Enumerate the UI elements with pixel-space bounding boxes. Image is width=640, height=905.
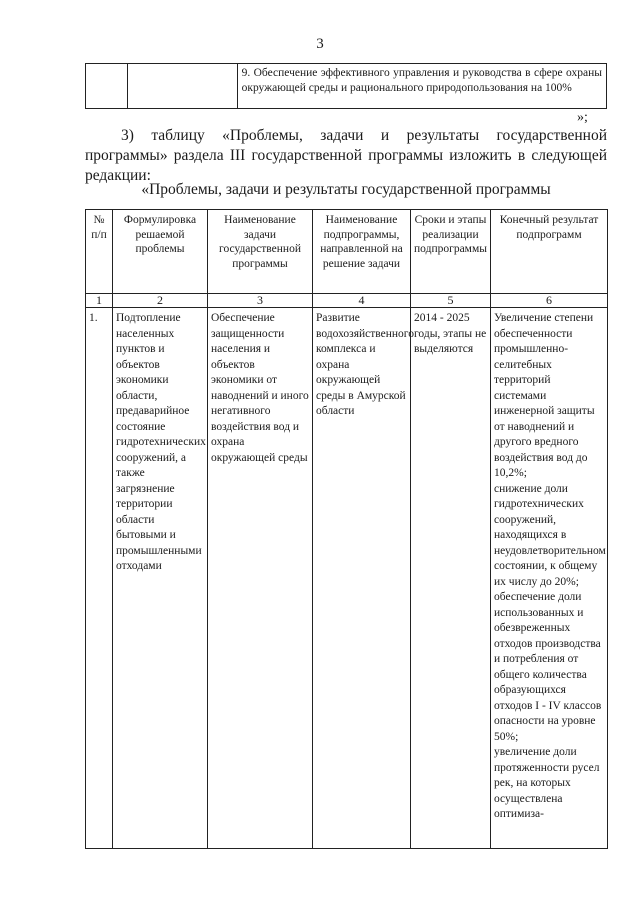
- column-number: 6: [491, 294, 608, 308]
- column-number: 4: [313, 294, 411, 308]
- table-cell-empty: [86, 64, 128, 109]
- result-item: увеличение доли протяженности русел рек, на которых осуществлена оптимиза-: [494, 746, 600, 820]
- table-cell-empty: [127, 64, 237, 109]
- row-terms: 2014 - 2025 годы, этапы не выделяются: [411, 308, 491, 849]
- row-task: Обеспечение защищенности населения и объектов экономики от наводнений и иного негативного воздействия вод и охрана окружающей среды: [208, 308, 313, 849]
- header-task: Наименование задачи государственной программы: [208, 210, 313, 294]
- result-item: снижение доли гидротехнических сооружений, находящихся в неудовлетворительном состоянии, к общему их числу до 20%;: [494, 482, 606, 588]
- continued-table-fragment: [85, 63, 607, 109]
- problems-tasks-results-table: [85, 209, 608, 849]
- table-title: «Проблемы, задачи и результаты государственной программы: [141, 181, 551, 198]
- result-item: Увеличение степени обеспеченности промышленно-селитебных территорий системами инженерной защиты от наводнений и другого вредного воздействия вод до 10,2%;: [494, 312, 595, 479]
- header-terms: Сроки и этапы реализации подпрограммы: [411, 210, 491, 294]
- table-row: [86, 64, 607, 109]
- row-subprogram: Развитие водохозяйственного комплекса и охрана окружающей среды в Амурской области: [313, 308, 411, 849]
- column-number: 1: [86, 294, 113, 308]
- column-number: 2: [113, 294, 208, 308]
- column-numbers-row: [86, 294, 608, 308]
- table-header-row: [86, 210, 608, 294]
- column-number: 5: [411, 294, 491, 308]
- header-result: Конечный результат подпрограмм: [491, 210, 608, 294]
- row-problem: Подтопление населенных пунктов и объектов экономики области, предаварийное состояние гидротехнических сооружений, а также загрязнение территории области бытовыми и промышленными отходами: [113, 308, 208, 849]
- table-row: [86, 308, 608, 849]
- table-cell-goal-9: 9. Обеспечение эффективного управления и руководства в сфере охраны окружающей среды и рационального природопользования на 100%: [237, 64, 606, 109]
- row-number: 1.: [86, 308, 113, 849]
- header-number: № п/п: [86, 210, 113, 294]
- page-number: 3: [316, 36, 324, 52]
- closing-quote: »;: [577, 110, 588, 125]
- column-number: 3: [208, 294, 313, 308]
- result-item: обеспечение доли использованных и обезвреженных отходов производства и потребления от общего количества образующихся отходов I - IV классов опасности на уровне 50%;: [494, 591, 602, 743]
- row-results: [491, 308, 608, 849]
- header-problem: Формулировка решаемой проблемы: [113, 210, 208, 294]
- header-subprogram: Наименование подпрограммы, направленной на решение задачи: [313, 210, 411, 294]
- amendment-paragraph: 3) таблицу «Проблемы, задачи и результаты государственной программы» раздела III государственной программы изложить в следующей редакции:: [85, 127, 607, 184]
